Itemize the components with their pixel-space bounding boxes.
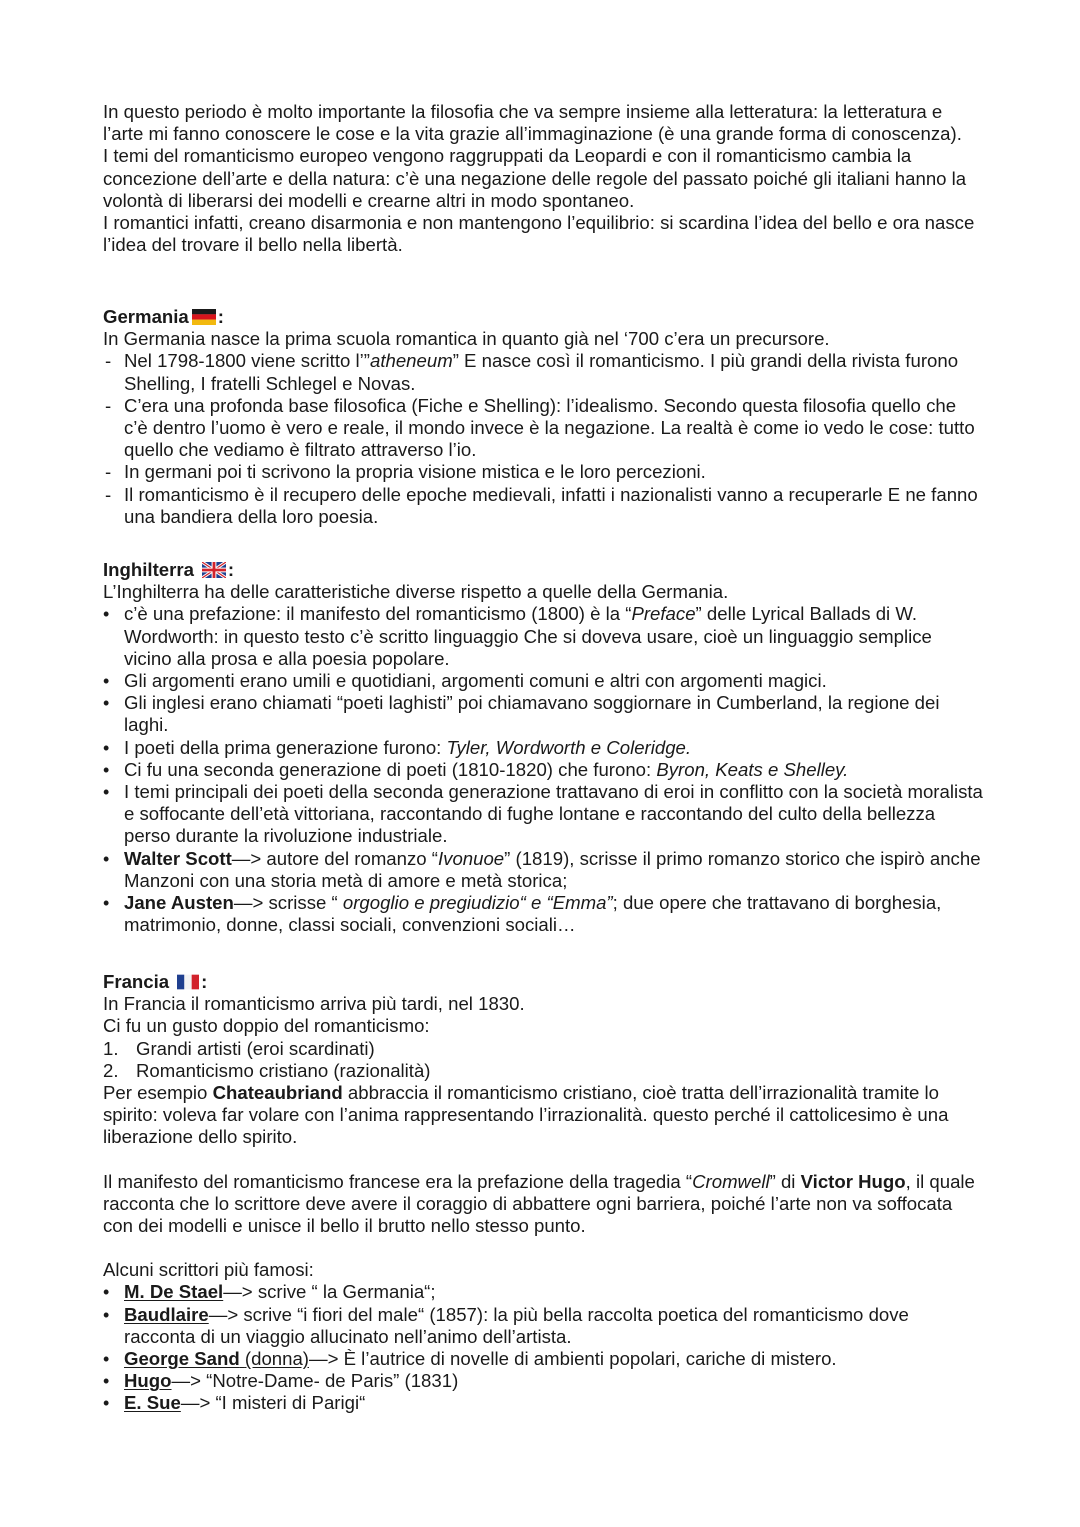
francia-section: [103, 971, 983, 1415]
list-item: [103, 1060, 983, 1082]
list-item: [103, 350, 983, 394]
francia-colon: :: [201, 971, 208, 992]
bullet-marker: •: [103, 604, 110, 625]
author-name: M. De Stael: [124, 1281, 224, 1303]
inghilterra-list: [103, 603, 983, 936]
francia-paragraph-2: Ci fu un gusto doppio del romanticismo:: [103, 1015, 430, 1037]
intro-paragraph-2: I temi del romanticismo europeo vengono raggruppati da Leopardi e con il romanticismo cambia la concezione dell’arte e della natura: c’è una negazione delle regole del passato poiché gli italiani hanno la volontà di liberarsi dei modelli e crearne altri in modo spontaneo.: [103, 145, 967, 211]
item-text: —> scrisse “: [233, 892, 343, 914]
dash-marker: -: [105, 483, 112, 505]
bullet-marker: •: [103, 782, 110, 803]
item-text: —> scrive “i fiori del male“ (1857): la più bella raccolta poetica del romanticismo dove racconta di un viaggio allucinato nell’animo dell’artista.: [124, 1303, 909, 1347]
list-item: [103, 1348, 983, 1370]
item-italic-text: orgoglio e pregiudizio“ e “Emma”: [342, 892, 613, 914]
author-name: Walter Scott: [124, 847, 232, 869]
bullet-marker: •: [103, 671, 110, 692]
list-item: [103, 737, 983, 759]
france-flag-icon: [177, 974, 199, 990]
list-item: [103, 670, 983, 692]
list-item: [103, 1392, 983, 1414]
item-italic-text: Byron, Keats e Shelley.: [656, 758, 849, 780]
inghilterra-heading: [103, 559, 983, 581]
list-item: [103, 759, 983, 781]
list-item: [103, 461, 983, 483]
author-name: Chateaubriand: [212, 1082, 343, 1104]
spacer: [103, 1237, 983, 1259]
list-item: [103, 692, 983, 736]
intro-paragraph-1: In questo periodo è molto importante la filosofia che va sempre insieme alla letteratura: la letteratura e l’arte mi fanno conoscere le cose e la vita grazie all’immaginazione (è una grande forma di conoscenza).: [103, 101, 962, 145]
item-italic-text: atheneum: [369, 350, 453, 372]
germania-section: [103, 306, 983, 528]
germania-heading: [103, 306, 983, 328]
inghilterra-section: [103, 559, 983, 936]
francia-paragraph-3: [103, 1082, 983, 1149]
item-text: —> È l’autrice di novelle di ambienti popolari, cariche di mistero.: [309, 1348, 837, 1370]
francia-writers-list: [103, 1281, 983, 1414]
item-text: ” delle Lyrical Ballads di W. Wordworth: in questo testo c’è scritto linguaggio Che si doveva usare, cioè un linguaggio semplice vicino alla prosa e alla poesia popolare.: [124, 603, 932, 669]
inghilterra-colon: :: [227, 559, 235, 580]
list-item: [103, 395, 983, 462]
bullet-marker: •: [103, 848, 110, 869]
germania-list: [103, 350, 983, 528]
number-marker: 2.: [103, 1059, 119, 1081]
item-text: C’era una profonda base filosofica (Fiche e Shelling): l’idealismo. Secondo questa filosofia quello che c’è dentro l’uomo è vero e reale, il mondo invece è la negazione. La realtà è come io vedo le cose: tutto quello che vediamo è filtrato attraverso l’io.: [124, 394, 975, 461]
item-text: ” (1819), scrisse il primo romanzo storico che ispirò anche Manzoni con una storia metà di amore e metà storica;: [124, 847, 981, 891]
intro-section: [103, 101, 983, 256]
list-item: [103, 1038, 983, 1060]
germania-colon: :: [217, 306, 224, 327]
germania-title: Germania: [103, 306, 189, 327]
author-name: E. Sue: [124, 1392, 181, 1414]
bullet-marker: •: [103, 893, 110, 914]
paragraph-text: , il quale racconta che lo scrittore deve avere il coraggio di abbattere ogni barriera, poiché l’arte non va soffocata con dei modelli e unisce il bello il brutto nello stesso punto.: [103, 1170, 975, 1237]
author-name: Jane Austen: [124, 892, 234, 914]
inghilterra-intro: L’Inghilterra ha delle caratteristiche diverse rispetto a quelle della Germania.: [103, 581, 729, 603]
item-text: —> “I misteri di Parigi“: [180, 1392, 366, 1414]
francia-numbered-list: [103, 1038, 983, 1082]
bullet-marker: •: [103, 1349, 110, 1370]
bullet-marker: •: [103, 1393, 110, 1414]
francia-title: Francia: [103, 971, 170, 992]
bullet-marker: •: [103, 1282, 110, 1303]
dash-marker: -: [105, 394, 112, 416]
inghilterra-title: Inghilterra: [103, 559, 194, 580]
item-text: Nel 1798-1800 viene scritto l’”: [124, 350, 370, 372]
paragraph-text: ” di: [769, 1170, 801, 1192]
bullet-marker: •: [103, 759, 110, 780]
author-name: George Sand: [124, 1348, 240, 1370]
item-text: I temi principali dei poeti della seconda generazione trattavano di eroi in conflitto con la società moralista e soffocante dell’età vittoriana, raccontando di fughe lontane e raccontando del culto della bellezza perso durante la rivoluzione industriale.: [124, 781, 983, 847]
dash-marker: -: [105, 350, 112, 372]
list-item: [103, 781, 983, 848]
spacer: [103, 1149, 983, 1171]
list-item: [103, 1370, 983, 1392]
item-italic-text: Preface: [631, 603, 696, 625]
item-text: Il romanticismo è il recupero delle epoche medievali, infatti i nazionalisti vanno a recuperarle E ne fanno una bandiera della loro poesia.: [124, 483, 978, 527]
item-text: c’è una prefazione: il manifesto del romanticismo (1800) è la “: [124, 603, 632, 625]
germany-flag-icon: [192, 309, 216, 325]
intro-paragraph-3: I romantici infatti, creano disarmonia e non mantengono l’equilibrio: si scardina l’idea del bello e ora nasce l’idea del trovare il bello nella libertà.: [103, 212, 975, 256]
item-text: Gli inglesi erano chiamati “poeti laghisti” poi chiamavano soggiornare in Cumberland, la regione dei laghi.: [124, 692, 940, 736]
item-text: —> “Notre-Dame- de Paris” (1831): [171, 1370, 459, 1392]
number-marker: 1.: [103, 1037, 119, 1059]
francia-heading: [103, 971, 983, 993]
bullet-marker: •: [103, 1371, 110, 1392]
item-text: Gli argomenti erano umili e quotidiani, argomenti comuni e altri con argomenti magici.: [124, 670, 827, 692]
author-name: Hugo: [124, 1370, 172, 1392]
bullet-marker: •: [103, 1304, 110, 1325]
item-text: Grandi artisti (eroi scardinati): [136, 1037, 375, 1059]
item-text: Romanticismo cristiano (razionalità): [136, 1059, 431, 1081]
item-text: —> autore del romanzo “: [231, 847, 438, 869]
list-item: [103, 848, 983, 892]
item-text: Ci fu una seconda generazione di poeti (1810-1820) che furono:: [124, 758, 657, 780]
work-title: Cromwell: [692, 1170, 770, 1192]
author-name: Victor Hugo: [800, 1170, 906, 1192]
author-note: (donna): [244, 1348, 309, 1370]
list-item: [103, 892, 983, 936]
item-text: —> scrive “ la Germania“;: [223, 1281, 436, 1303]
francia-paragraph-5: Alcuni scrittori più famosi:: [103, 1259, 314, 1281]
item-text: In germani poi ti scrivono la propria visione mistica e le loro percezioni.: [124, 461, 706, 483]
bullet-marker: •: [103, 737, 110, 758]
list-item: [103, 1304, 983, 1348]
item-text: ; due opere che trattavano di borghesia, matrimonio, donne, classi sociali, convenzioni sociali…: [124, 892, 942, 936]
list-item: [103, 1281, 983, 1303]
germania-intro: In Germania nasce la prima scuola romantica in quanto già nel ‘700 c’era un precursore.: [103, 328, 830, 350]
list-item: [103, 484, 983, 528]
list-item: [103, 603, 983, 670]
item-italic-text: Tyler, Wordworth e Coleridge.: [446, 736, 692, 758]
uk-flag-icon: [202, 562, 226, 578]
bullet-marker: •: [103, 693, 110, 714]
paragraph-text: abbraccia il romanticismo cristiano, cioè tratta dell’irrazionalità tramite lo spirito: voleva far volare con l’anima rappresentando l’irrazionalità. questo perché il cattolicesimo è una liberazione dello spirito.: [103, 1082, 949, 1148]
author-name: Baudlaire: [124, 1303, 209, 1325]
paragraph-text: Il manifesto del romanticismo francese era la prefazione della tragedia “: [103, 1170, 693, 1192]
dash-marker: -: [105, 461, 112, 483]
item-italic-text: Ivonuoe: [437, 847, 505, 869]
item-text: I poeti della prima generazione furono:: [124, 736, 447, 758]
francia-paragraph-1: In Francia il romanticismo arriva più tardi, nel 1830.: [103, 993, 525, 1015]
paragraph-text: Per esempio: [103, 1082, 213, 1104]
item-text: ” E nasce così il romanticismo. I più grandi della rivista furono Shelling, I fratelli Schlegel e Novas.: [124, 350, 959, 394]
francia-paragraph-4: [103, 1171, 983, 1238]
